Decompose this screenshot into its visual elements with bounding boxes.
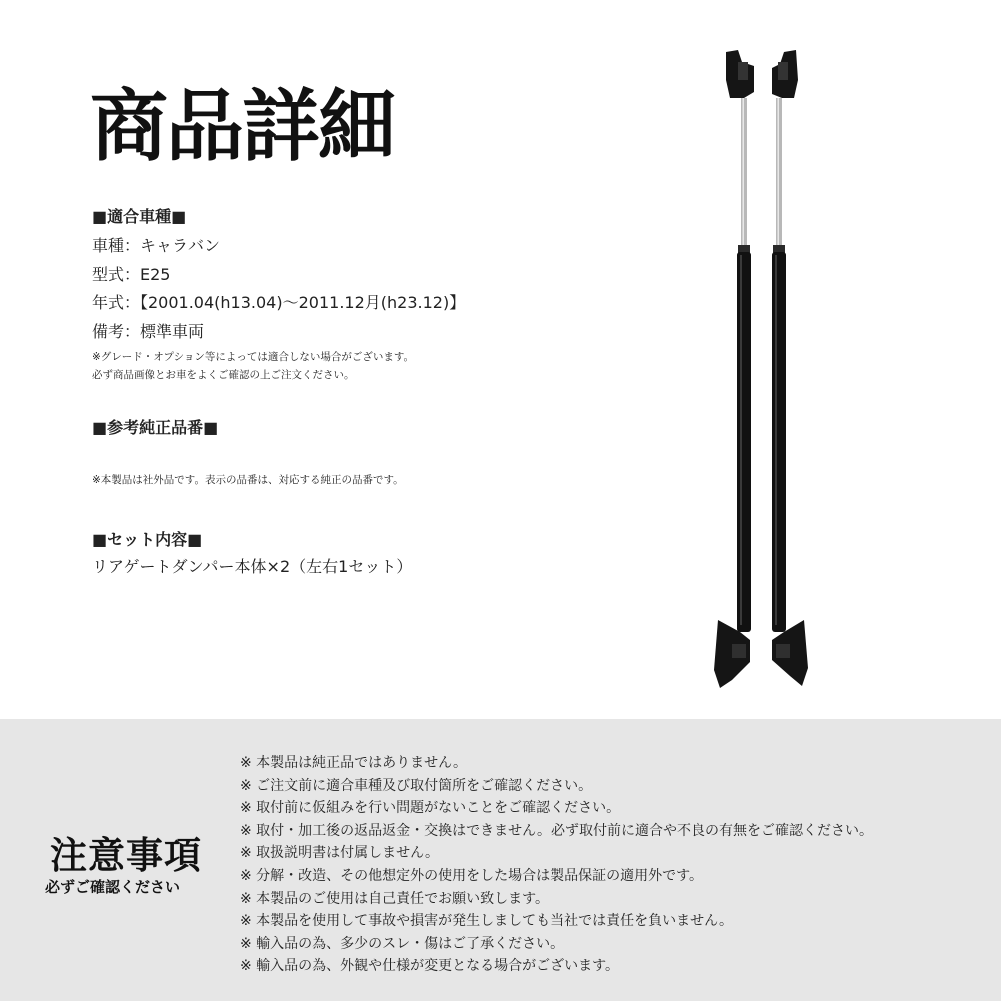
page-title: 商品詳細 (90, 82, 395, 172)
set-contents: リアゲートダンパー本体×2（左右1セット） (92, 557, 413, 576)
notice-item: ※ ご注文前に適合車種及び取付箇所をご確認ください。 (240, 777, 593, 794)
ref-note: ※本製品は社外品です。表示の品番は、対応する純正の品番です。 (92, 474, 404, 486)
notice-title: 注意事項 (50, 834, 202, 877)
notice-item: ※ 本製品は純正品ではありません。 (240, 755, 468, 771)
notice-item: ※ 輸入品の為、多少のスレ・傷はご了承ください。 (240, 935, 565, 952)
fit-note-1: ※グレード・オプション等によっては適合しない場合がございます。 (92, 351, 415, 363)
notice-item: ※ 分解・改造、その他想定外の使用をした場合は製品保証の適用外です。 (240, 867, 704, 884)
right-strut (772, 50, 808, 686)
fit-remark: 備考：標準車両 (92, 322, 205, 341)
fit-year: 年式：【2001.04(h13.04)〜2011.12月(h23.12)】 (92, 293, 466, 312)
fit-vehicle: 車種：キャラバン (92, 236, 221, 255)
notice-item: ※ 取付・加工後の返品返金・交換はできません。必ず取付前に適合や不良の有無をご確認ください。 (240, 822, 874, 839)
notice-item: ※ 取付前に仮組みを行い問題がないことをご確認ください。 (240, 800, 621, 817)
notice-item: ※ 輸入品の為、外観や仕様が変更となる場合がございます。 (240, 958, 620, 975)
notice-list (240, 752, 873, 978)
fit-section-title: ■適合車種■ (92, 207, 187, 226)
fit-model: 型式：E25 (92, 265, 171, 284)
notice-item: ※ 本製品のご使用は自己責任でお願い致します。 (240, 890, 550, 907)
set-section-title: ■セット内容■ (92, 530, 203, 549)
notice-subtitle: 必ずご確認ください (45, 878, 181, 896)
ref-section-title: ■参考純正品番■ (92, 418, 219, 437)
notice-item: ※ 取扱説明書は付属しません。 (240, 845, 440, 862)
left-strut (714, 50, 754, 688)
fit-note-2: 必ず商品画像とお車をよくご確認の上ご注文ください。 (92, 369, 355, 381)
notice-item: ※ 本製品を使用して事故や損害が発生しましても当社では責任を負いません。 (240, 913, 734, 930)
gas-strut-product-image (700, 40, 820, 700)
